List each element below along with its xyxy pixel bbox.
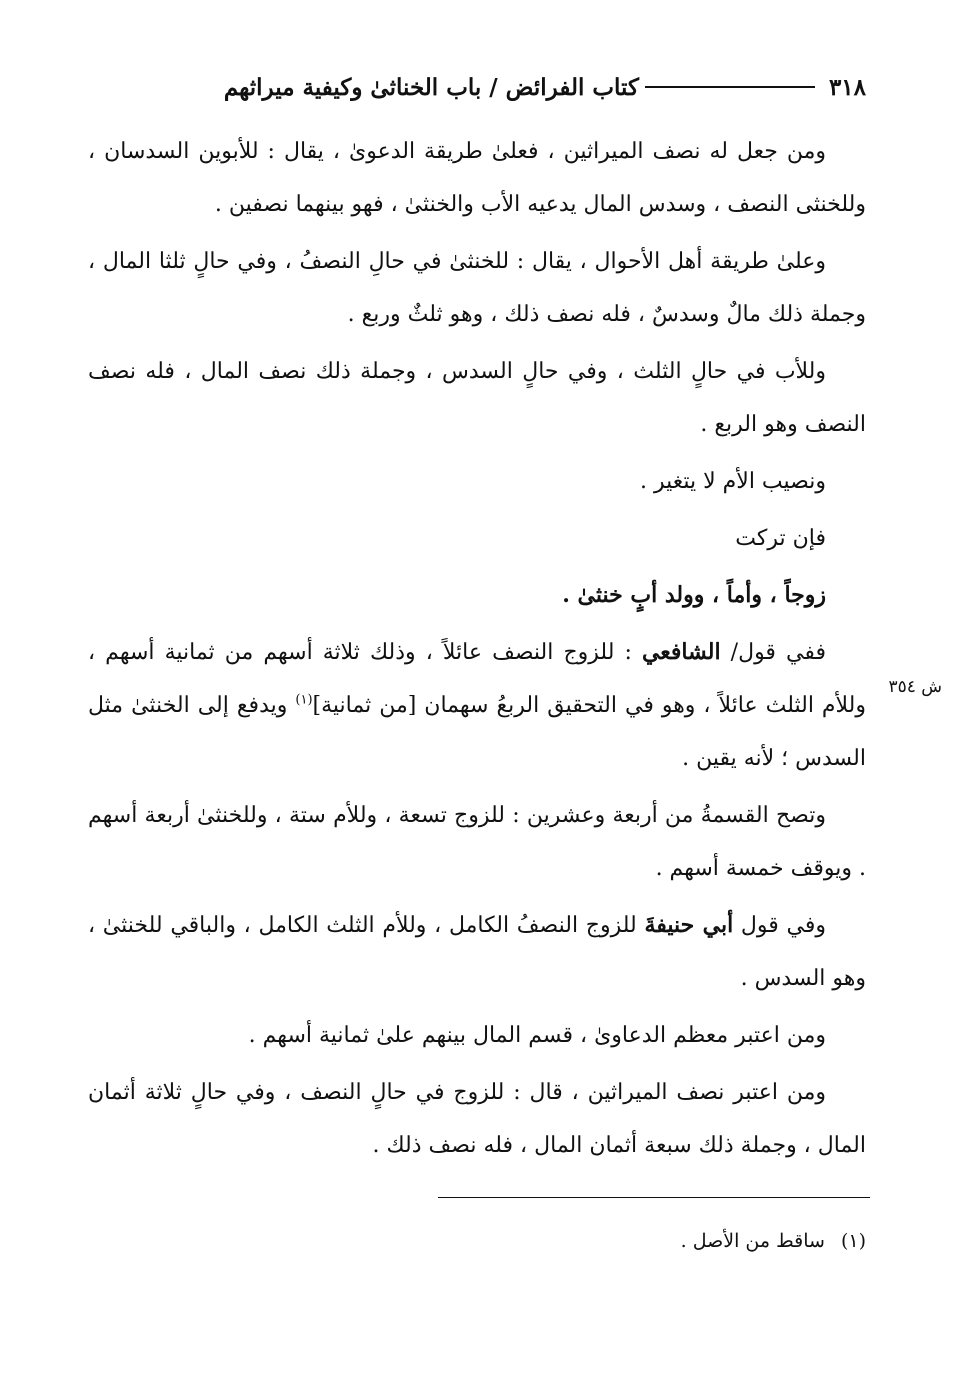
paragraph-9 [88,899,866,1005]
footnote-text: ساقط من الأصل . [680,1230,825,1252]
page-number: ٣١٨ [828,73,866,101]
paragraph-5: فإن تركت [735,526,826,551]
footnote-separator [438,1197,870,1198]
paragraph-10: ومن اعتبر معظم الدعاوىٰ ، قسم المال بينهم علىٰ ثمانية أسهم . [248,1023,826,1048]
paragraph-7 [88,626,866,785]
paragraph-7-body: : للزوج النصف عائلاً ، وذلك ثلاثة أسهم من ثمانية أسهم ، وللأم الثلث عائلاً ، وهو في التحقيق الربعُ سهمان [من ثمانية] [88,640,866,718]
footnote-reference: (١) [295,692,313,708]
paragraph-9-intro: وفي قول [733,913,826,938]
footnote [88,1226,866,1256]
margin-manuscript-note: ش ٣٥٤ [888,677,942,697]
paragraph-2: وعلىٰ طريقة أهل الأحوال ، يقال : للخنثىٰ في حالِ النصفُ ، وفي حالٍ ثلثا المال ، وجملة ذلك مالٌ وسدسٌ ، فله نصف ذلك ، وهو ثلثٌ وربع . [88,249,866,327]
main-text [88,125,866,1176]
page-header [88,62,866,112]
header-rule [645,86,815,88]
paragraph-3: وللأب في حالٍ الثلث ، وفي حالٍ السدس ، وجملة ذلك نصف المال ، فله نصف النصف وهو الربع . [88,359,866,437]
paragraph-7-end: ويدفع إلى الخنثىٰ مثل السدس ؛ لأنه يقين . [88,693,866,771]
paragraph-11: ومن اعتبر نصف الميراثين ، قال : للزوج في حالٍ النصف ، وفي حالٍ ثلاثة أثمان المال ، وجملة ذلك سبعة أثمان المال ، فله نصف ذلك . [88,1080,866,1158]
case-heading: زوجاً ، وأماً ، وولد أبٍ خنثىٰ . [562,582,826,608]
paragraph-7-intro: ففي قول/ [720,640,827,665]
paragraph-1: ومن جعل له نصف الميراثين ، فعلىٰ طريقة الدعوىٰ ، يقال : للأبوين السدسان ، وللخنثى النصف ، وسدس المال يدعيه الأب والخنثىٰ ، فهو بينهما نصفين . [88,139,866,217]
paragraph-4: ونصيب الأم لا يتغير . [639,469,826,494]
running-title: كتاب الفرائض / باب الخناثىٰ وكيفية ميراثهم [223,73,639,101]
paragraph-9-body: للزوج النصفُ الكامل ، وللأم الثلث الكامل ، والباقي للخنثىٰ ، وهو السدس . [88,913,866,991]
scholar-name-shafii: الشافعي [641,639,721,665]
paragraph-8: وتصح القسمةُ من أربعة وعشرين : للزوج تسعة ، وللأم ستة ، وللخنثىٰ أربعة أسهم . ويوقف خمسة أسهم . [88,803,866,881]
scholar-name-abu-hanifa: أبي حنيفةَ [644,912,734,938]
footnote-number: (١) [840,1230,866,1252]
